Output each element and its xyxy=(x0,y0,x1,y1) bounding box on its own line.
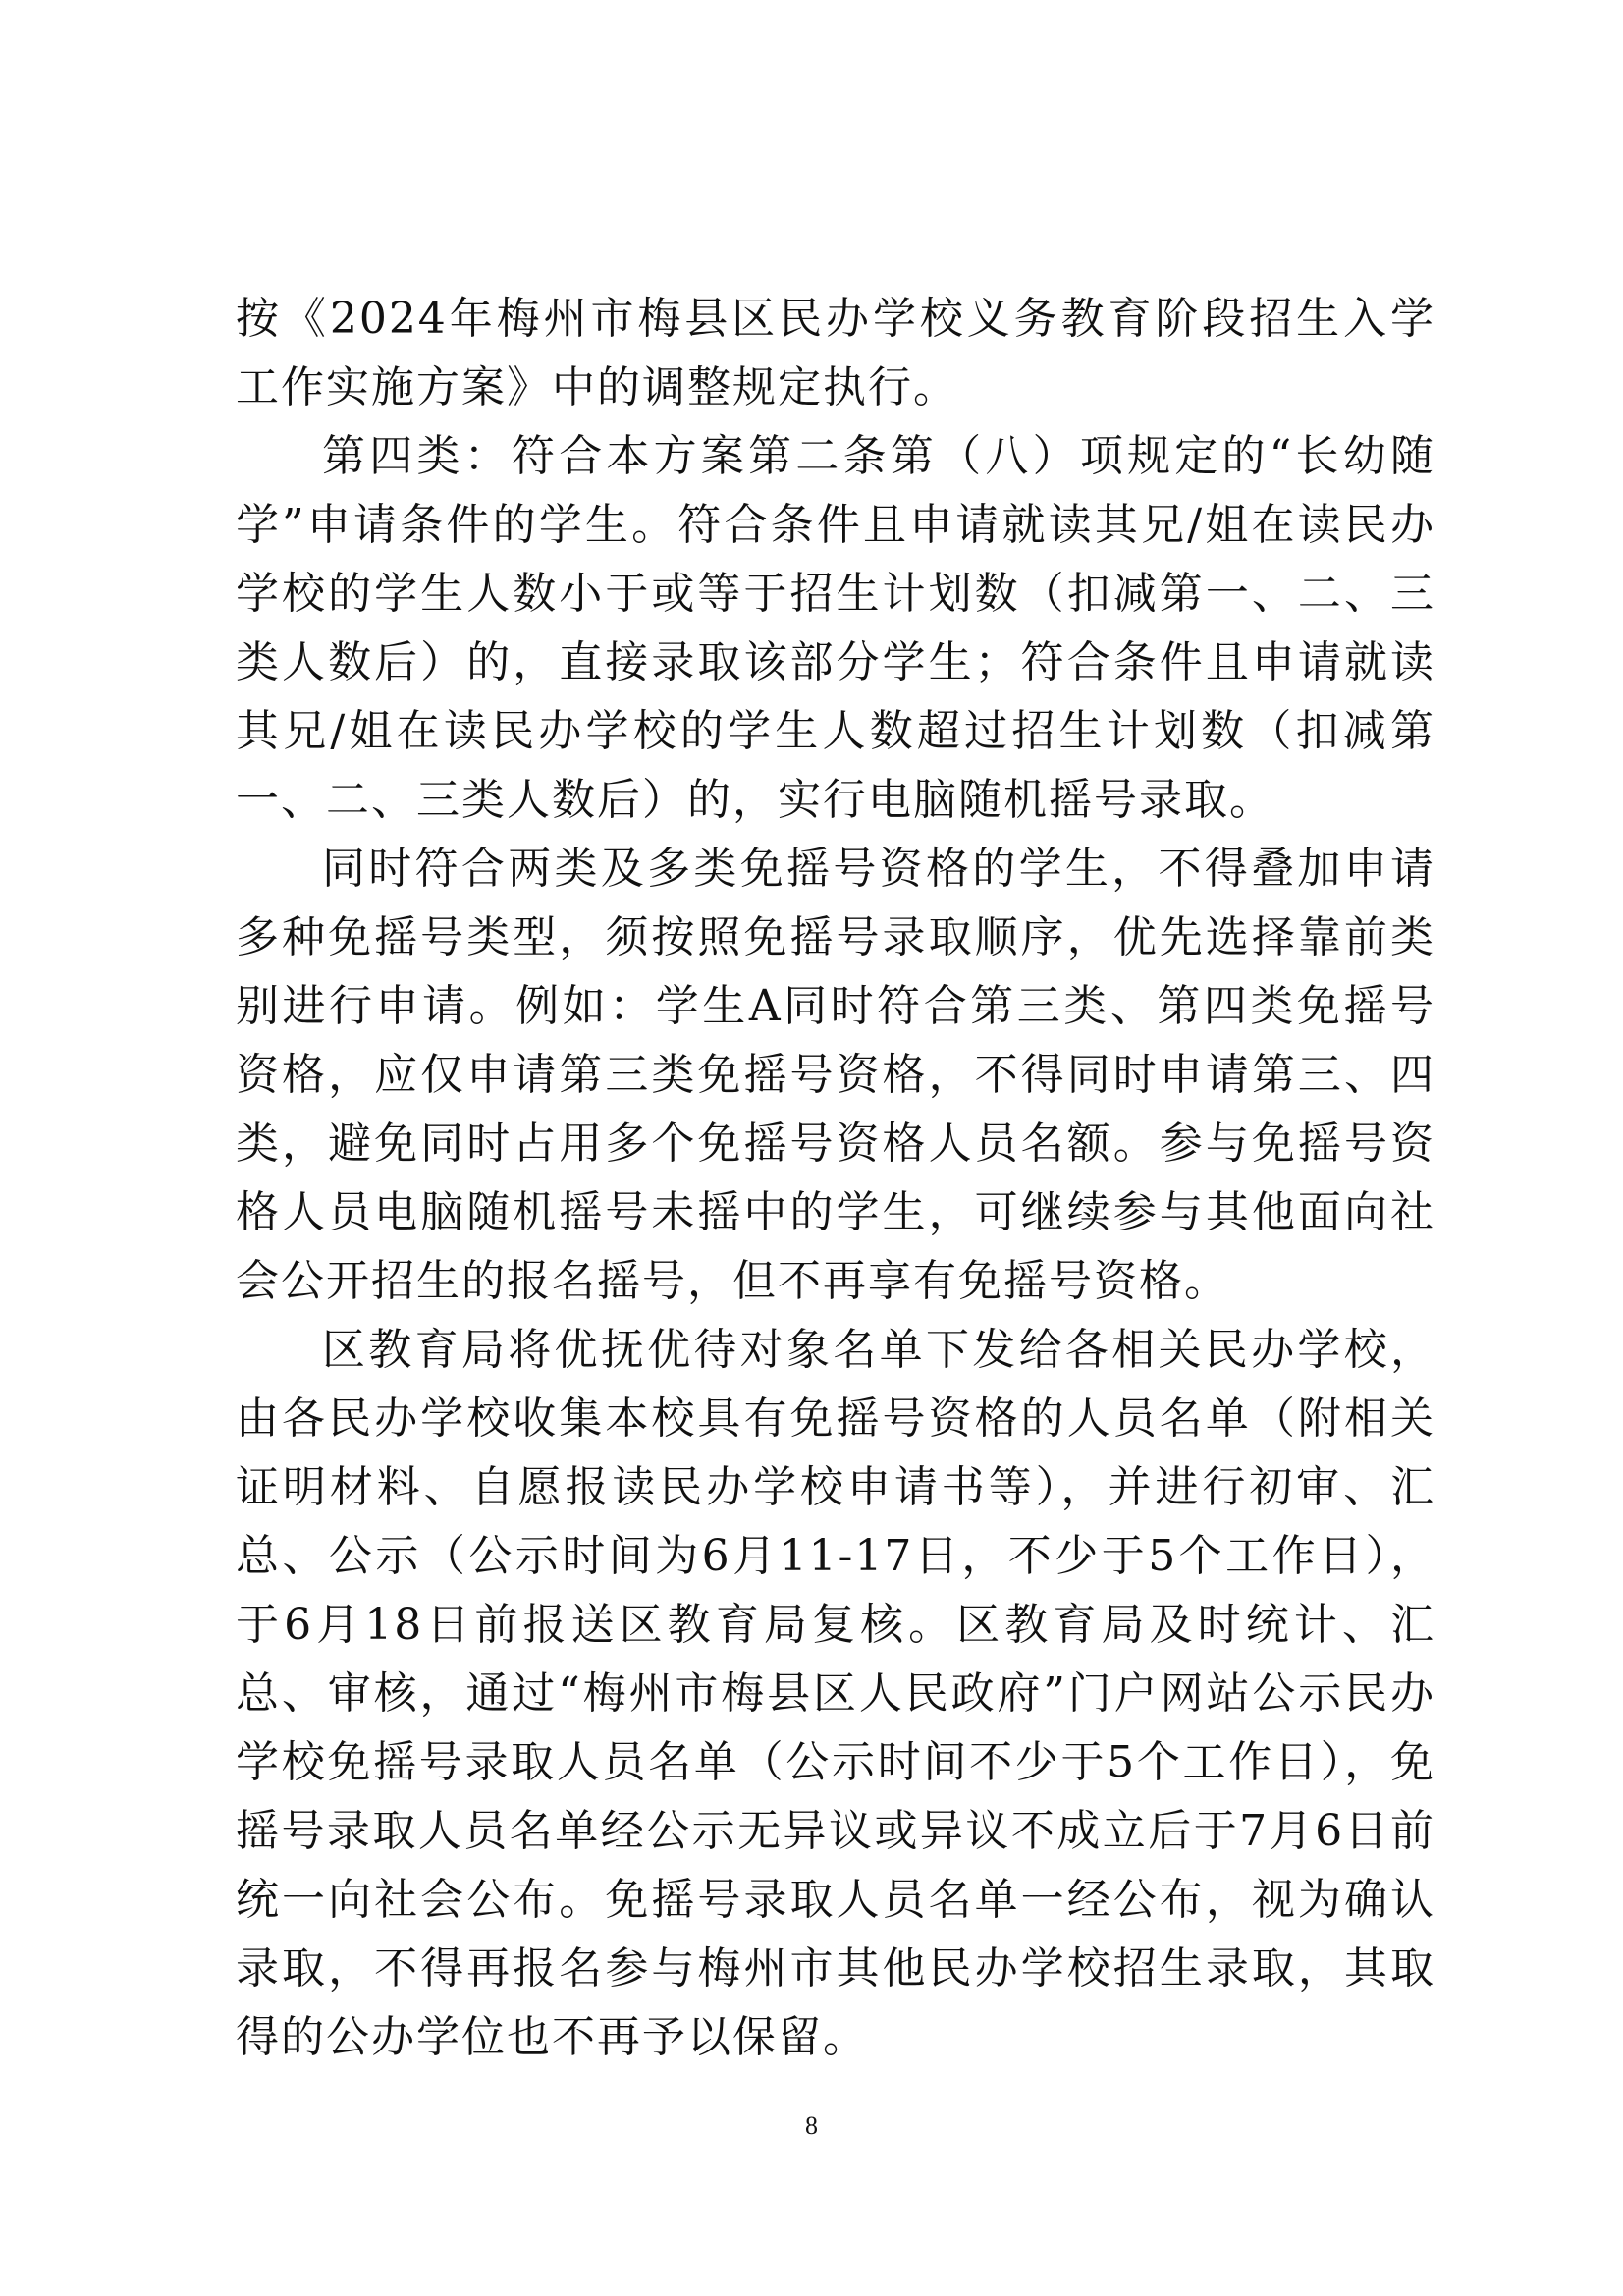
document-body xyxy=(236,285,1435,2072)
paragraph-category-four: 第四类：符合本方案第二条第（八）项规定的“长幼随学”申请条件的学生。符合条件且申请就读其兄/姐在读民办学校的学生人数小于或等于招生计划数（扣减第一、二、三类人数后）的，直接录取该部分学生；符合条件且申请就读其兄/姐在读民办学校的学生人数超过招生计划数（扣减第一、二、三类人数后）的，实行电脑随机摇号录取。 xyxy=(236,431,1435,825)
paragraph-review-and-publication: 区教育局将优抚优待对象名单下发给各相关民办学校，由各民办学校收集本校具有免摇号资格的人员名单（附相关证明材料、自愿报读民办学校申请书等），并进行初审、汇总、公示（公示时间为6月11-17日，不少于5个工作日），于6月18日前报送区教育局复核。区教育局及时统计、汇总、审核，通过“梅州市梅县区人民政府”门户网站公示民办学校免摇号录取人员名单（公示时间不少于5个工作日），免摇号录取人员名单经公示无异议或异议不成立后于7月6日前统一向社会公布。免摇号录取人员名单一经公布，视为确认录取，不得再报名参与梅州市其他民办学校招生录取，其取得的公办学位也不再予以保留。 xyxy=(236,1325,1435,2062)
page-number: 8 xyxy=(805,2111,818,2140)
paragraph-multiple-eligibility: 同时符合两类及多类免摇号资格的学生，不得叠加申请多种免摇号类型，须按照免摇号录取顺序，优先选择靠前类别进行申请。例如：学生A同时符合第三类、第四类免摇号资格，应仅申请第三类免摇号资格，不得同时申请第三、四类，避免同时占用多个免摇号资格人员名额。参与免摇号资格人员电脑随机摇号未摇中的学生，可继续参与其他面向社会公开招生的报名摇号，但不再享有免摇号资格。 xyxy=(236,844,1435,1306)
paragraph-continuation: 按《2024年梅州市梅县区民办学校义务教育阶段招生入学工作实施方案》中的调整规定执行。 xyxy=(236,294,1435,412)
